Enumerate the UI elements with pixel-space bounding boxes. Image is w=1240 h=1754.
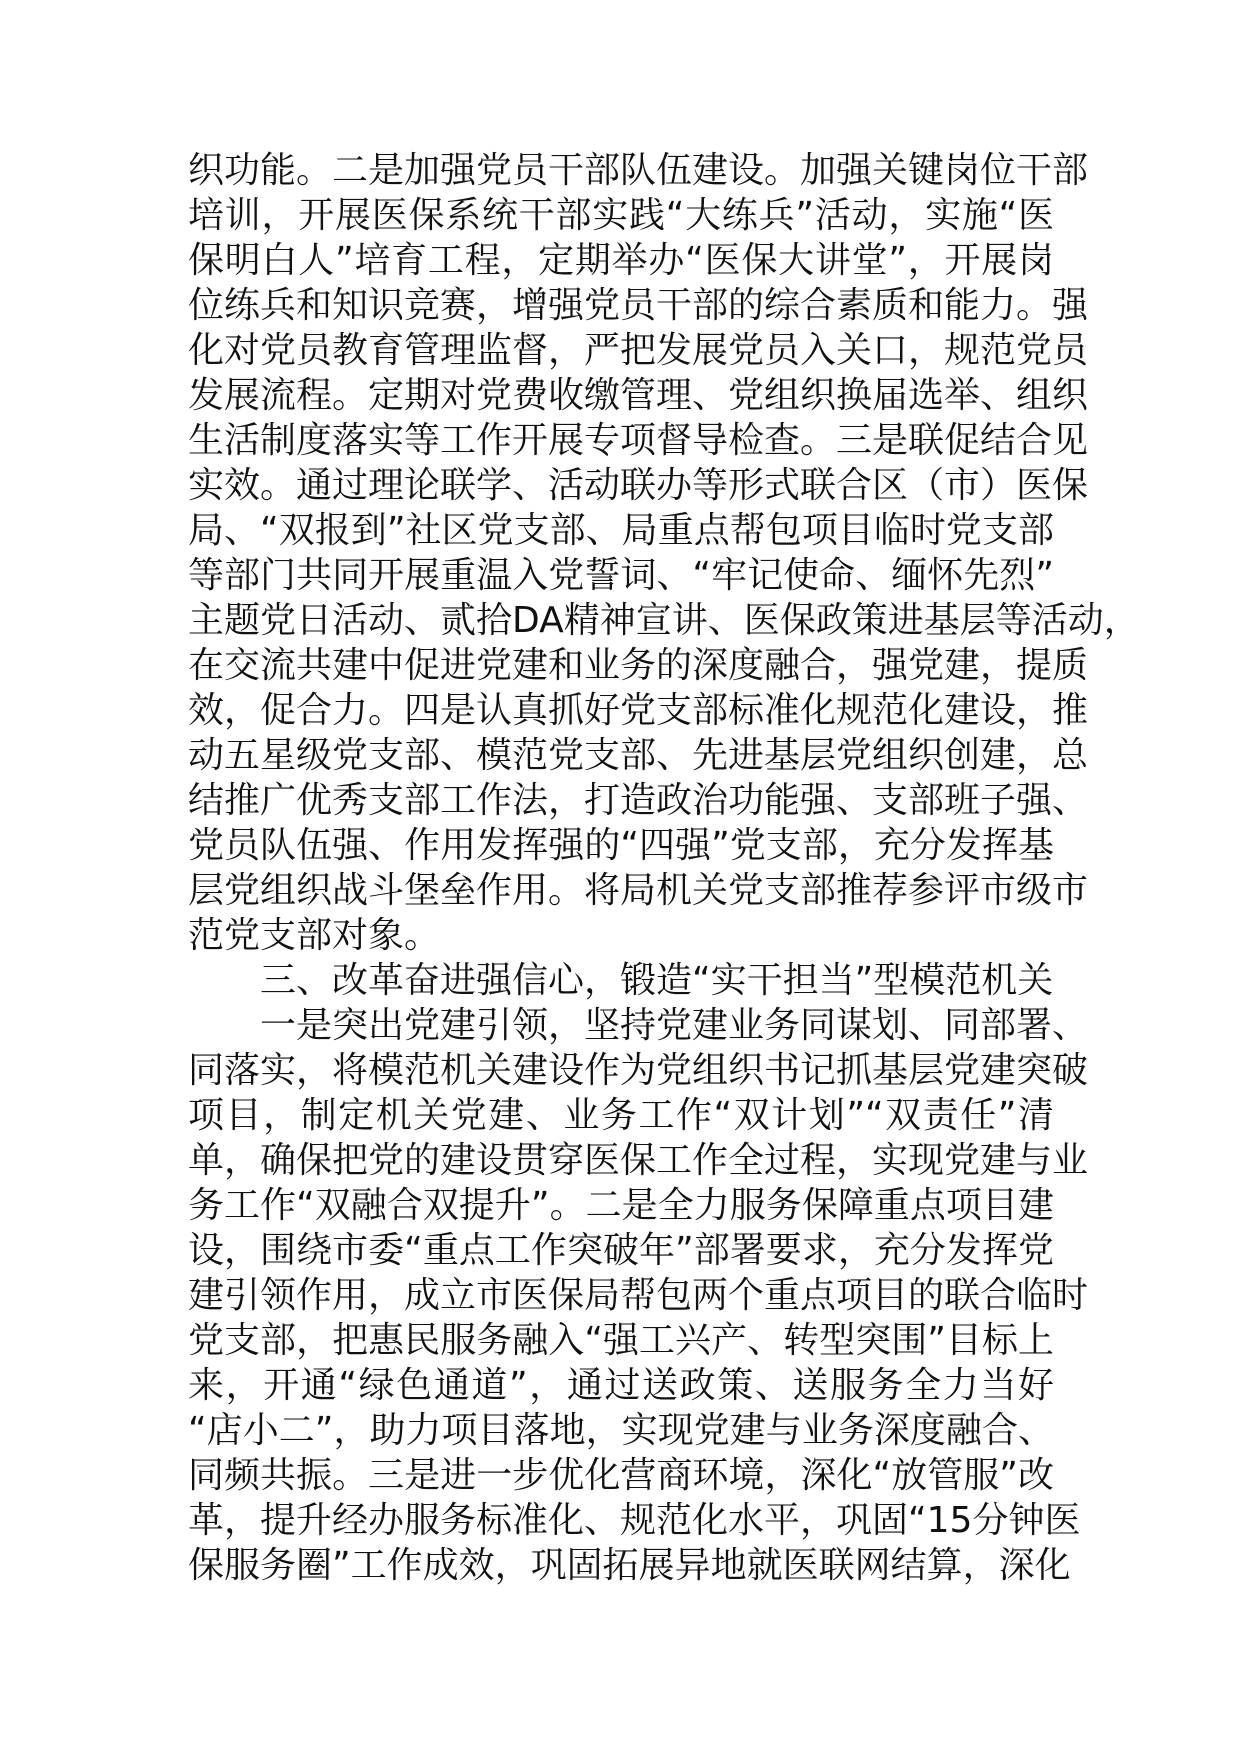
text-line: 层党组织战斗堡垒作用。将局机关党支部推荐参评市级市: [188, 870, 1089, 911]
text-line: 来，开通“绿色通道”，通过送政策、送服务全力当好: [188, 1365, 1054, 1406]
text-line: 生活制度落实等工作开展专项督导检查。三是联促结合见: [188, 420, 1089, 461]
text-line: 同频共振。三是进一步优化营商环境，深化“放管服”改: [188, 1455, 1054, 1496]
text-line: 单，确保把党的建设贯穿医保工作全过程，实现党建与业: [188, 1140, 1089, 1181]
text-line: 党员队伍强、作用发挥强的“四强”党支部，充分发挥基: [188, 825, 1054, 866]
text-line: 效，促合力。四是认真抓好党支部标准化规范化建设，推: [188, 690, 1089, 731]
text-line: 务工作“双融合双提升”。二是全力服务保障重点项目建: [188, 1185, 1054, 1226]
body-text: [188, 148, 1140, 1588]
text-line: 化对党员教育管理监督，严把发展党员入关口，规范党员: [188, 330, 1089, 371]
text-line: 培训，开展医保系统干部实践“大练兵”活动，实施“医: [188, 195, 1054, 236]
text-line: 位练兵和知识竞赛，增强党员干部的综合素质和能力。强: [188, 285, 1089, 326]
text-line: 范党支部对象。: [188, 915, 441, 956]
text-line: 实效。通过理论联学、活动联办等形式联合区（市）医保: [188, 465, 1089, 506]
section-heading: 三、改革奋进强信心，锻造“实干担当”型模范机关: [260, 960, 1054, 1001]
text-line: 等部门共同开展重温入党誓词、“牢记使命、缅怀先烈”: [188, 555, 1054, 596]
text-line: 党支部，把惠民服务融入“强工兴产、转型突围”目标上: [188, 1320, 1054, 1361]
text-line: 发展流程。定期对党费收缴管理、党组织换届选举、组织: [188, 375, 1089, 416]
text-line: 织功能。二是加强党员干部队伍建设。加强关键岗位干部: [188, 150, 1089, 191]
text-line: 主题党日活动、贰拾DA精神宣讲、医保政策进基层等活动，: [188, 600, 1140, 641]
text-line: 在交流共建中促进党建和业务的深度融合，强党建，提质: [188, 645, 1089, 686]
text-line: 革，提升经办服务标准化、规范化水平，巩固“15分钟医: [188, 1500, 1081, 1541]
text-line: 同落实，将模范机关建设作为党组织书记抓基层党建突破: [188, 1050, 1089, 1091]
text-line: 保服务圈”工作成效，巩固拓展异地就医联网结算，深化: [188, 1545, 1071, 1586]
text-line: 一是突出党建引领，坚持党建业务同谋划、同部署、: [260, 1005, 1089, 1046]
text-line: 项目，制定机关党建、业务工作“双计划”“双责任”清: [188, 1095, 1054, 1136]
text-line: 建引领作用，成立市医保局帮包两个重点项目的联合临时: [188, 1275, 1089, 1316]
text-line: 动五星级党支部、模范党支部、先进基层党组织创建，总: [188, 735, 1089, 776]
text-line: 保明白人”培育工程，定期举办“医保大讲堂”，开展岗: [188, 240, 1054, 281]
text-line: 结推广优秀支部工作法，打造政治功能强、支部班子强、: [188, 780, 1089, 821]
text-line: 设，围绕市委“重点工作突破年”部署要求，充分发挥党: [188, 1230, 1054, 1271]
text-line: 局、“双报到”社区党支部、局重点帮包项目临时党支部: [188, 510, 1054, 551]
text-line: “店小二”，助力项目落地，实现党建与业务深度融合、: [188, 1410, 1054, 1451]
